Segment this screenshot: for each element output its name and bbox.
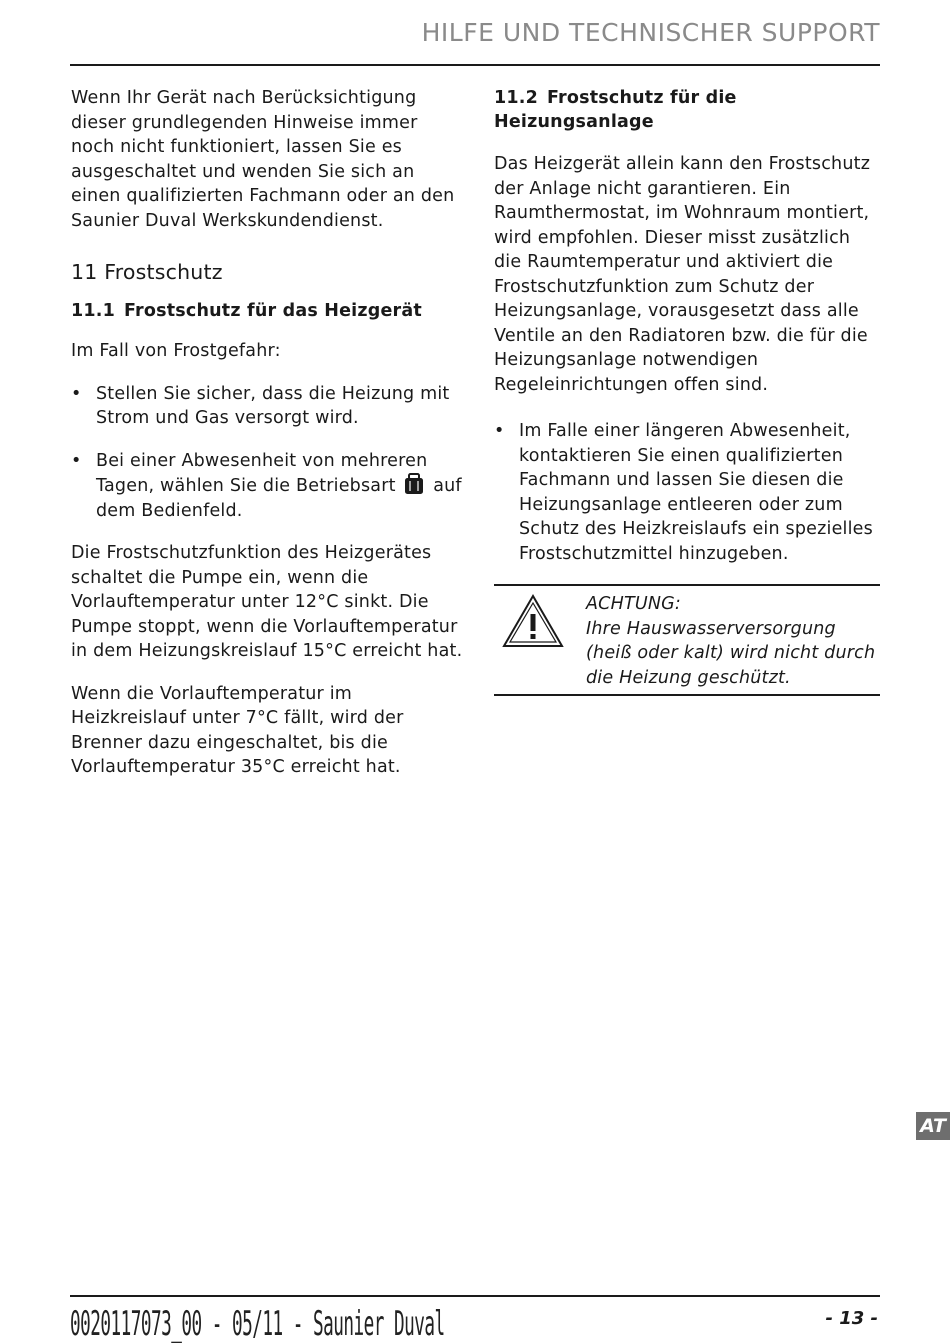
footer-divider — [70, 1295, 880, 1297]
list-item-text: Im Falle einer längeren Abwesenheit, kontaktieren Sie einen qualifizierten Fachmann und lassen Sie diesen die Heizungsanlage entleeren oder zum Schutz des Heizkreislaufs ein spezielles Frostschutzmittel hinzugeben. — [519, 421, 873, 564]
header-divider — [70, 64, 880, 66]
subsection-heading-11-2 — [494, 86, 880, 134]
subsection-number: 11.1 — [71, 301, 115, 321]
system-frost-paragraph: Das Heizgerät allein kann den Frostschutz der Anlage nicht garantieren. Ein Raumthermostat, im Wohnraum montiert, wird empfohlen. Dieser misst zusätzlich die Raumtemperatur und aktiviert die Frostschutzfunktion zum Schutz der Heizungsanlage, vorausgesetzt dass alle Ventile an den Radiatoren bzw. die für die Heizungsanlage notwendigen Regeleinrichtungen offen sind. — [494, 154, 871, 395]
warning-box — [494, 584, 880, 696]
country-tab: AT — [916, 1112, 950, 1140]
list-item-text-before: Bei einer Abwesenheit von mehreren Tagen, wählen Sie die Betriebsart — [96, 450, 428, 496]
subsection-title: Frostschutz für die Heizungsanlage — [494, 88, 737, 132]
warning-triangle-icon — [502, 594, 564, 648]
warning-body: Ihre Hauswasserversorgung (heiß oder kalt) wird nicht durch die Heizung geschützt. — [586, 618, 876, 688]
footer-doc-code: 0020117073_00 - 05/11 - Saunier Duval — [70, 1304, 445, 1344]
subsection-title: Frostschutz für das Heizgerät — [123, 301, 422, 321]
warning-text-block — [586, 592, 880, 690]
right-column — [494, 86, 880, 696]
warning-title: ACHTUNG: — [586, 594, 681, 614]
intro-paragraph: Wenn Ihr Gerät nach Berücksichtigung dieser grundlegenden Hinweise immer noch nicht funktioniert, lassen Sie es ausgeschaltet und wenden Sie sich an einen qualifizierten Fachmann oder an den Saunier Duval Werkskundendienst. — [71, 88, 455, 231]
frost-bullet-list — [71, 382, 463, 524]
lead-text: Im Fall von Frostgefahr: — [71, 341, 281, 361]
page-number: - 13 - — [825, 1308, 878, 1329]
bullet-dot: • — [494, 421, 505, 441]
list-item — [71, 382, 463, 431]
list-item — [494, 419, 880, 566]
frost-function-paragraph: Die Frostschutzfunktion des Heizgerätes schaltet die Pumpe ein, wenn die Vorlauftemperatur unter 12°C sinkt. Die Pumpe stoppt, wenn die Vorlauftemperatur in dem Heizungskreislauf 15°C erreicht hat. — [71, 543, 463, 661]
burner-paragraph: Wenn die Vorlauftemperatur im Heizkreislauf unter 7°C fällt, wird der Brenner dazu eingeschaltet, bis die Vorlauftemperatur 35°C erreicht hat. — [71, 683, 404, 777]
absence-bullet-list — [494, 419, 880, 566]
subsection-number: 11.2 — [494, 88, 538, 108]
list-item — [71, 449, 463, 524]
holiday-suitcase-icon — [404, 473, 424, 495]
bullet-dot: • — [71, 450, 82, 471]
list-item-text: Stellen Sie sicher, dass die Heizung mit Strom und Gas versorgt wird. — [96, 383, 450, 428]
subsection-heading-11-1 — [71, 299, 463, 323]
list-item-text-after: auf dem Bedienfeld. — [96, 476, 462, 521]
left-column — [71, 86, 463, 780]
page-header-title: HILFE UND TECHNISCHER SUPPORT — [421, 18, 880, 47]
section-title: 11 Frostschutz — [71, 260, 223, 284]
bullet-dot: • — [71, 383, 82, 404]
